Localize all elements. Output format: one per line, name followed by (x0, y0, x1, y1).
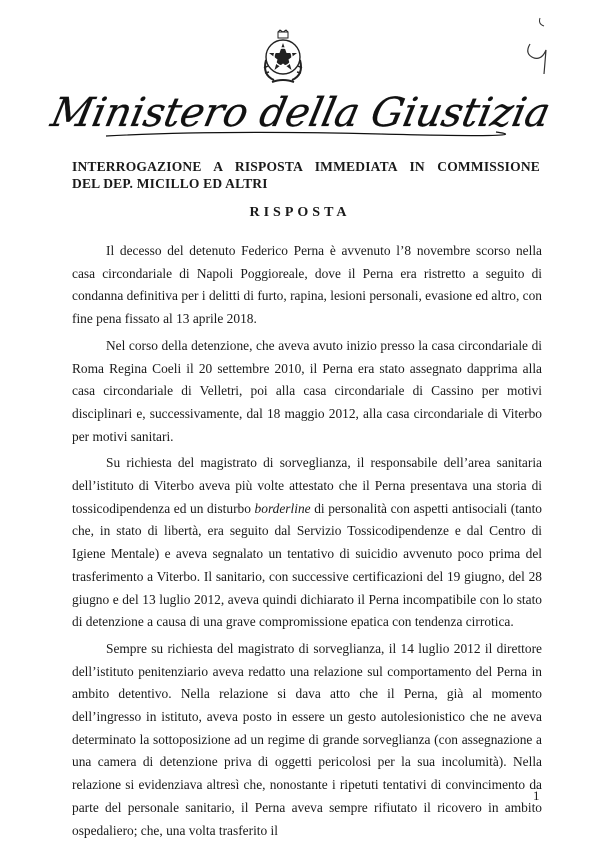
paragraph: Sempre su richiesta del magistrato di sorveglianza, il 14 luglio 2012 il direttore dell’istituto penitenziario aveva redatto una relazione sul comportamento del Perna in ambito detentivo. Nella relazione si dava atto che il Perna, già al momento dell’ingresso in istituto, aveva posto in essere un gesto autolesionistico che ne aveva determinato la sottoposizione ad un regime di grande sorveglianza (con assegnazione a una camera di detenzione priva di oggetti pericolosi per la sua incolumità). Nella relazione si evidenziava altresì che, nonostante i ripetuti tentativi di convincimento da parte del personale sanitario, il Perna aveva sempre rifiutato il ricovero in ambito ospedaliero; che, una volta trasferito il (72, 640, 542, 838)
body-text (72, 240, 542, 846)
title-line-2: DEL DEP. MICILLO ED ALTRI (72, 176, 268, 191)
paragraph-text: Su richiesta del magistrato di sorveglianza, il responsabile dell’area sanitaria dell’istituto di Viterbo aveva più volte attestato che il Perna presentava una storia di tossicodipendenza ed un disturbo (72, 455, 542, 516)
paragraph (72, 452, 542, 634)
emphasis-text: borderline (254, 500, 311, 516)
handwritten-mark-icon (520, 14, 560, 84)
ministry-name: Ministero della Giustizia (47, 88, 555, 136)
document-title (72, 158, 540, 192)
title-line-1: INTERROGAZIONE A RISPOSTA IMMEDIATA IN COMMISSIONE (72, 159, 540, 174)
paragraph-text: di personalità con aspetti antisociali (tanto che, in stato di libertà, era seguito dal Servizio Tossicodipendenze e dal Centro di Igiene Mentale) e aveva segnalato un tentativo di suicidio avvenuto poco prima del trasferimento a Viterbo. Il sanitario, con successive certificazioni del 19 giugno, del 28 giugno e del 13 luglio 2012, aveva quindi dichiarato il Perna incompatibile con lo stato di detenzione a causa di una grave compromissione epatica con tendenza cirrotica. (72, 500, 542, 630)
section-heading: RISPOSTA (249, 205, 351, 220)
paragraph: Nel corso della detenzione, che aveva avuto inizio presso la casa circondariale di Roma Regina Coeli il 20 settembre 2010, il Perna era stato assegnato dapprima alla casa circondariale di Velletri, poi alla casa circondariale di Cassino per motivi disciplinari e, successivamente, dal 18 maggio 2012, alla casa circondariale di Viterbo per motivi sanitari. (72, 337, 542, 444)
paragraph: Il decesso del detenuto Federico Perna è avvenuto l’8 novembre scorso nella casa circondariale di Napoli Poggioreale, dove il Perna era ristretto a seguito di condanna definitiva per i delitti di furto, rapina, lesioni personali, evasione ed altro, con fine pena fissato al 13 aprile 2018. (72, 243, 542, 327)
page-number: 1 (533, 788, 540, 803)
italian-republic-emblem-icon (260, 30, 306, 86)
ministry-logo (47, 86, 555, 142)
